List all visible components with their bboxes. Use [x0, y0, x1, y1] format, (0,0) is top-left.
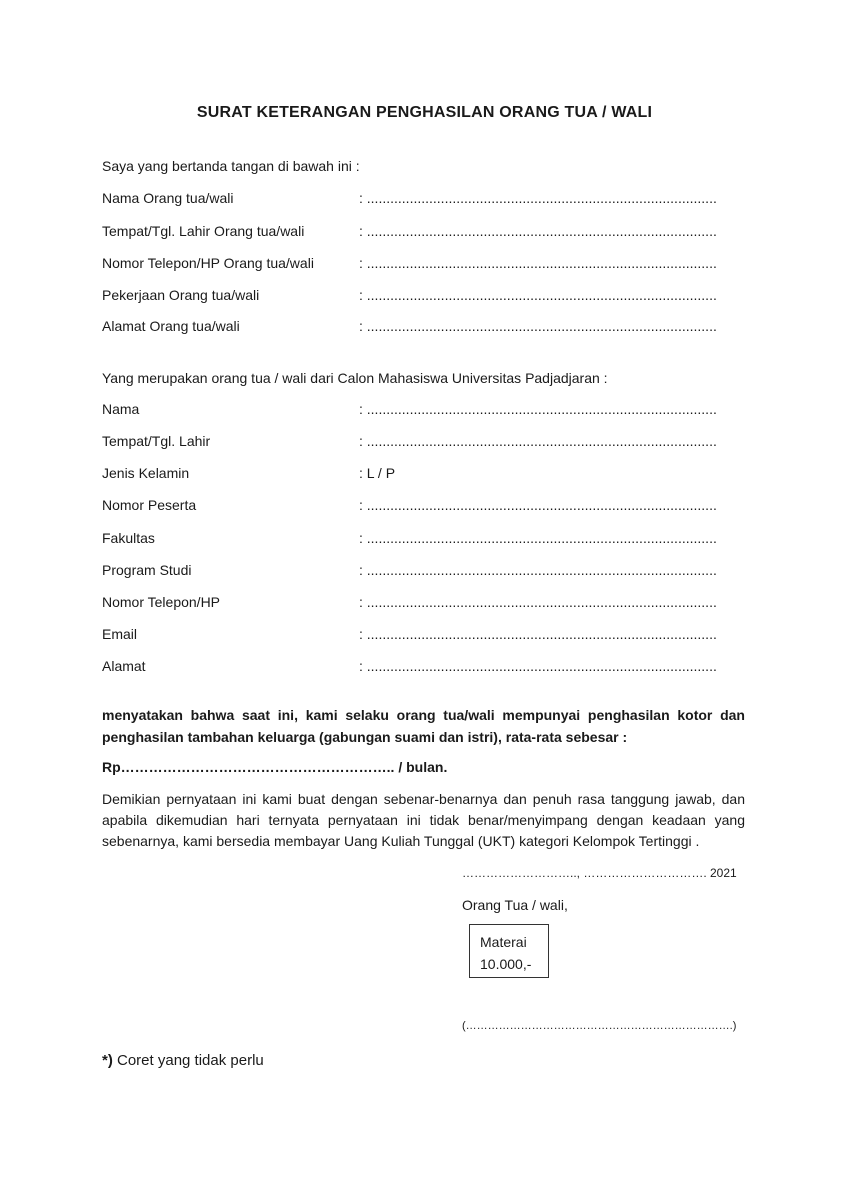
field-value: : .......................................................................................... [359, 562, 717, 578]
signatory-label: Orang Tua / wali, [462, 897, 568, 913]
field-value: : .......................................................................................... [359, 190, 717, 206]
parent-field-address [102, 318, 742, 338]
field-value: : .......................................................................................... [359, 433, 717, 449]
field-label: Fakultas [102, 530, 155, 546]
footnote-text: Coret yang tidak perlu [112, 1052, 264, 1069]
income-amount-line: Rp………………………………………………….. / bulan. [102, 759, 448, 775]
field-label: Tempat/Tgl. Lahir [102, 433, 211, 449]
stamp-value: 10.000,- [480, 956, 532, 972]
student-field-participant-number [102, 497, 742, 517]
student-field-email [102, 626, 742, 646]
field-label: Tempat/Tgl. Lahir Orang tua/wali [102, 223, 305, 239]
field-value: : .......................................................................................... [359, 658, 717, 674]
field-value: : .......................................................................................... [359, 530, 717, 546]
income-statement: menyatakan bahwa saat ini, kami selaku orang tua/wali mempunyai penghasilan kotor dan penghasilan tambahan keluarga (gabungan suami dan istri), rata-rata sebesar : [102, 707, 745, 745]
intro-text: Saya yang bertanda tangan di bawah ini : [102, 158, 360, 174]
parent-field-phone [102, 255, 742, 275]
field-value: : L / P [359, 465, 396, 481]
stamp-label: Materai [480, 934, 527, 950]
student-field-birth [102, 433, 742, 453]
field-value: : .......................................................................................... [359, 497, 717, 513]
student-field-faculty [102, 530, 742, 550]
footnote-marker: *) [102, 1052, 113, 1069]
field-value: : .......................................................................................... [359, 318, 717, 334]
field-label: Nama [102, 401, 140, 417]
field-label: Pekerjaan Orang tua/wali [102, 287, 260, 303]
field-value: : .......................................................................................... [359, 255, 717, 271]
field-value: : .......................................................................................... [359, 401, 717, 417]
student-field-phone [102, 594, 742, 614]
closing-statement: Demikian pernyataan ini kami buat dengan sebenar-benarnya dan penuh rasa tanggung jawab, dan apabila dikemudian hari ternyata pernyataan ini tidak benar/menyimpang dengan keadaan yang sebenarnya, kami bersedia membayar Uang Kuliah Tunggal (UKT) kategori Kelompok Tertinggi . [102, 791, 745, 849]
footnote [102, 1052, 264, 1069]
field-label: Nomor Telepon/HP [102, 594, 221, 610]
field-label: Jenis Kelamin [102, 465, 190, 481]
field-label: Nama Orang tua/wali [102, 190, 234, 206]
stamp-box [469, 924, 549, 978]
student-field-program [102, 562, 742, 582]
place-date-line: ……………………….., …………………………. 2021 [462, 866, 737, 880]
field-label: Email [102, 626, 138, 642]
signature-line: (……………………………………………………………….) [462, 1020, 737, 1032]
student-field-gender [102, 465, 742, 485]
field-value: : .......................................................................................... [359, 287, 717, 303]
field-value: : .......................................................................................... [359, 223, 717, 239]
parent-field-name [102, 190, 742, 210]
field-value: : .......................................................................................... [359, 626, 717, 642]
field-label: Nomor Peserta [102, 497, 197, 513]
field-label: Nomor Telepon/HP Orang tua/wali [102, 255, 314, 271]
parent-field-birth [102, 223, 742, 243]
field-label: Alamat [102, 658, 146, 674]
student-field-name [102, 401, 742, 421]
parent-field-job [102, 287, 742, 307]
student-intro-text: Yang merupakan orang tua / wali dari Calon Mahasiswa Universitas Padjadjaran : [102, 370, 608, 386]
field-value: : .......................................................................................... [359, 594, 717, 610]
student-field-address [102, 658, 742, 678]
field-label: Program Studi [102, 562, 192, 578]
document-title: SURAT KETERANGAN PENGHASILAN ORANG TUA / WALI [196, 104, 653, 121]
field-label: Alamat Orang tua/wali [102, 318, 240, 334]
